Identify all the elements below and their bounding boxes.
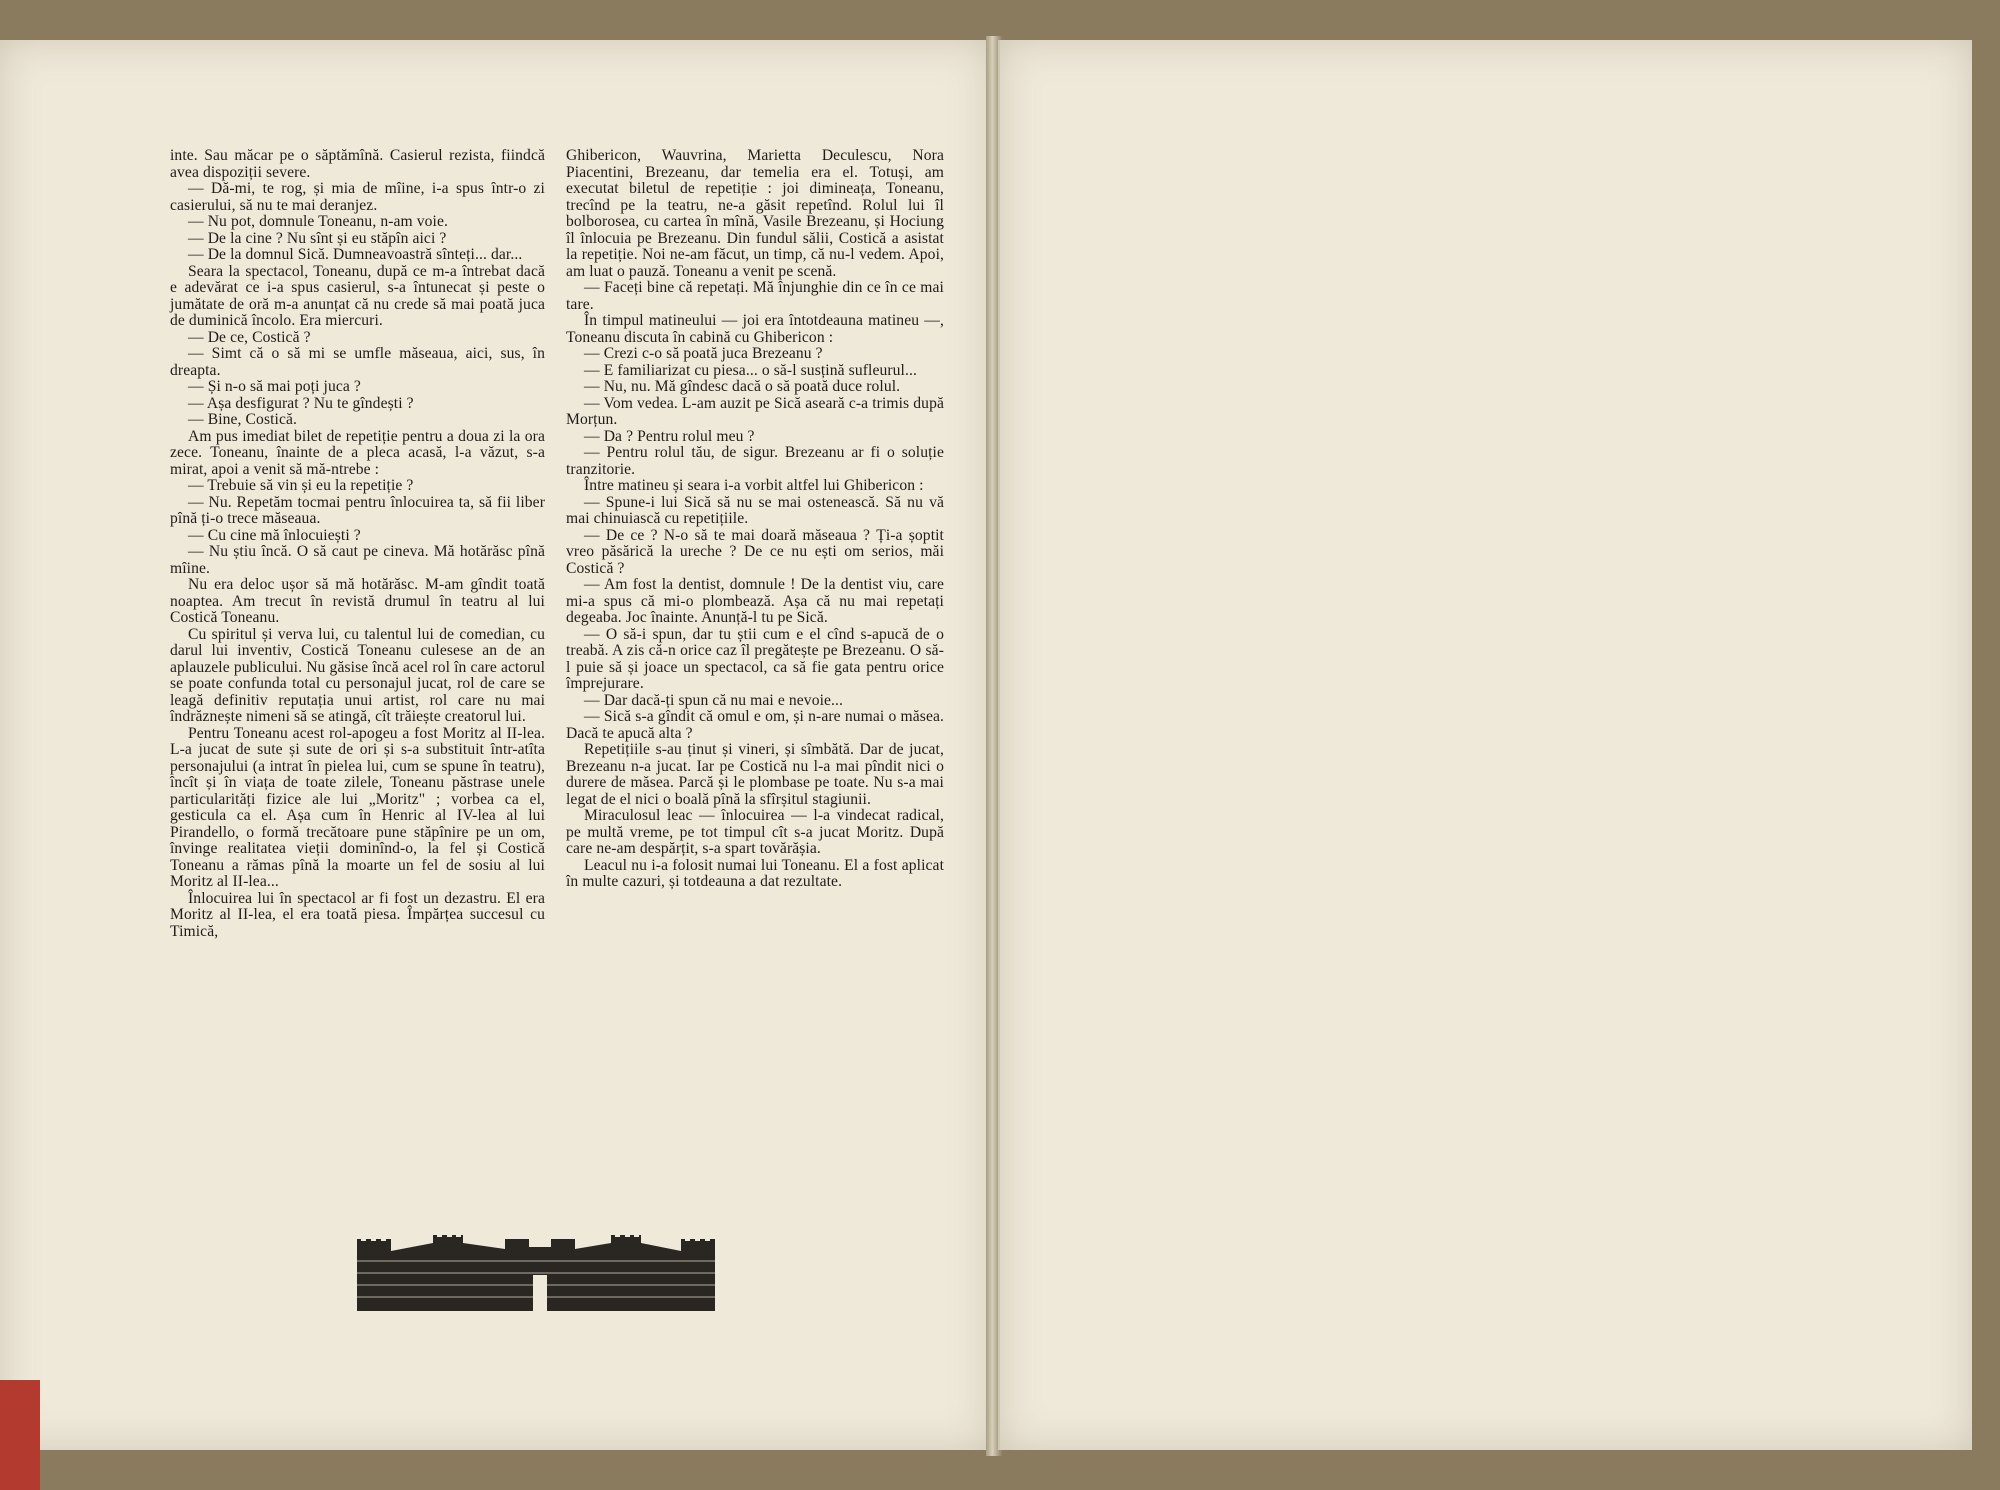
paragraph: inte. Sau măcar pe o săptămînă. Casierul rezista, fiindcă avea dispoziții severe.	[170, 147, 545, 181]
red-bookmark-edge	[0, 1380, 40, 1490]
paragraph: — Pentru rolul tău, de sigur. Brezeanu ar fi o soluție tranzitorie.	[566, 444, 944, 478]
left-page	[0, 40, 992, 1450]
paragraph: — Spune-i lui Sică să nu se mai ostenească. Să nu vă mai chinuiască cu repetițiile.	[566, 493, 944, 527]
paragraph: Cu spiritul și verva lui, cu talentul lui de comedian, cu darul lui inventiv, Costică Toneanu culesese an de an aplauzele publicului. Nu găsise încă acel rol în care actorul se poate confunda total cu personajul jucat, rol de care se leagă definitiv reputația unui artist, rol care nu mai îndrăznește nimeni să se atingă, cît trăiește creatorul lui.	[170, 625, 545, 725]
paragraph: Am pus imediat bilet de repetiție pentru a doua zi la ora zece. Toneanu, înainte de a pleca acasă, l-a văzut, s-a mirat, apoi a venit să mă-ntrebe :	[170, 427, 545, 478]
paragraph: Nu era deloc ușor să mă hotărăsc. M-am gîndit toată noaptea. Am trecut în revistă drumul în teatru al lui Costică Toneanu.	[170, 576, 545, 626]
paragraph: — De la domnul Sică. Dumneavoastră sînteți... dar...	[188, 246, 523, 263]
paragraph: Leacul nu i-a folosit numai lui Toneanu. El a fost aplicat în multe cazuri, și totdeauna a dat rezultate.	[566, 856, 944, 890]
paragraph: Înlocuirea lui în spectacol ar fi fost un dezastru. El era Moritz al II-lea, el era toată piesa. Împărțea succesul cu Timică,	[170, 889, 545, 940]
left-column-1	[170, 148, 545, 940]
paragraph: Miraculosul leac — înlocuirea — l-a vindecat radical, pe multă vreme, pe tot timpul cît s-a jucat Moritz. După care ne-am despărțit, s-a spart tovărășia.	[566, 807, 944, 857]
paragraph: — Nu. Repetăm tocmai pentru înlocuirea ta, să fii liber pînă ți-o trece măseaua.	[170, 493, 545, 527]
paragraph: Între matineu și seara i-a vorbit altfel lui Ghibericon :	[584, 477, 924, 494]
paragraph: — Nu știu încă. O să caut pe cineva. Mă hotărăsc pînă mîine.	[170, 543, 545, 577]
paragraph: — Și n-o să mai poți juca ?	[188, 378, 361, 395]
paragraph: — O să-i spun, dar tu știi cum e el cînd s-apucă de o treabă. A zis că-n orice caz îl pregătește pe Brezeanu. O să-l puie să și joace un spectacol, ca să fie gata pentru orice împrejurare.	[566, 625, 944, 692]
paragraph: — Simt că o să mi se umfle măseaua, aici, sus, în dreapta.	[170, 345, 545, 379]
paragraph: Repetițiile s-au ținut și vineri, și sîmbătă. Dar de jucat, Brezeanu n-a jucat. Iar pe Costică nu l-a mai pîndit nici o durere de măsea. Parcă și le plombase pe toate. Nu s-a mai legat de el nici o boală pînă la sfîrșitul stagiunii.	[566, 741, 944, 808]
paragraph: — Nu, nu. Mă gîndesc dacă o să poată duce rolul.	[584, 378, 901, 395]
paragraph: — Crezi c-o să poată juca Brezeanu ?	[584, 345, 823, 362]
paragraph: — Bine, Costică.	[188, 411, 298, 428]
fortress-wall-ornament	[355, 1225, 717, 1313]
paragraph: În timpul matineului — joi era întotdeauna matineu —, Toneanu discuta în cabină cu Ghibericon :	[566, 312, 944, 346]
paragraph: Ghibericon, Wauvrina, Marietta Deculescu, Nora Piacentini, Brezeanu, dar temelia era el. Totuși, am executat biletul de repetiție : joi dimineața, Toneanu, trecînd pe la teatru, ne-a găsit repetînd. Rolul lui îl bolborosea, cu cartea în mînă, Vasile Brezeanu, și Hociung îl înlocuia pe Brezeanu. Din fundul sălii, Costică a asistat la repetiție. Noi ne-am făcut, un timp, că nu-l vedem. Apoi, am luat o pauză. Toneanu a venit pe scenă.	[566, 147, 944, 280]
paragraph: — Așa desfigurat ? Nu te gîndești ?	[188, 394, 414, 412]
paragraph: Pentru Toneanu acest rol-apogeu a fost Moritz al II-lea. L-a jucat de sute și sute de ori și s-a substituit într-atîta personajului (a intrat în pielea lui, cum se spune în teatru), încît și în viața de toate zilele, Toneanu păstrase unele particularități fizice ale lui „Moritz" ; vorbea ca el, gesticula ca el. Așa cum în Henric al IV-lea al lui Pirandello, o formă trecătoare pune stăpînire pe un om, învinge realitatea vieții dominînd-o, la fel și Costică Toneanu a rămas pînă la moarte un fel de sosiu al lui Moritz al II-lea...	[170, 724, 545, 890]
paragraph: — E familiarizat cu piesa... o să-l susțină sufleurul...	[584, 361, 917, 379]
paragraph: — Am fost la dentist, domnule ! De la dentist viu, care mi-a spus că mi-o plombează. Așa că nu mai repetați degeaba. Joc înainte. Anunță-l tu pe Sică.	[566, 576, 944, 626]
paragraph: — Vom vedea. L-am auzit pe Sică aseară c-a trimis după Morțun.	[566, 394, 944, 428]
paragraph: — Dar dacă-ți spun că nu mai e nevoie...	[584, 691, 844, 709]
paragraph: — Dă-mi, te rog, și mia de mîine, i-a spus într-o zi casierului, să nu te mai deranjez.	[170, 180, 545, 214]
paragraph: Seara la spectacol, Toneanu, după ce m-a întrebat dacă e adevărat ce i-a spus casierul, s-a întunecat și peste o jumătate de oră m-a anunțat că nu crede să mai poată juca de duminică încolo. Era miercuri.	[170, 262, 545, 329]
paragraph: — Sică s-a gîndit că omul e om, și n-are numai o măsea. Dacă te apucă alta ?	[566, 708, 944, 742]
right-page	[998, 40, 1972, 1450]
paragraph: — De ce, Costică ?	[188, 328, 311, 346]
paragraph: — Nu pot, domnule Toneanu, n-am voie.	[188, 213, 449, 230]
paragraph: — Cu cine mă înlocuiești ?	[188, 526, 361, 544]
paragraph: — Da ? Pentru rolul meu ?	[584, 427, 755, 445]
paragraph: — De ce ? N-o să te mai doară măseaua ? Ți-a șoptit vreo păsărică la ureche ? De ce nu ești om serios, măi Costică ?	[566, 526, 944, 577]
left-column-2	[566, 148, 944, 891]
paragraph: — De la cine ? Nu sînt și eu stăpîn aici ?	[188, 229, 447, 247]
paragraph: — Faceți bine că repetați. Mă înjunghie din ce în ce mai tare.	[566, 279, 944, 313]
paragraph: — Trebuie să vin și eu la repetiție ?	[188, 477, 414, 494]
